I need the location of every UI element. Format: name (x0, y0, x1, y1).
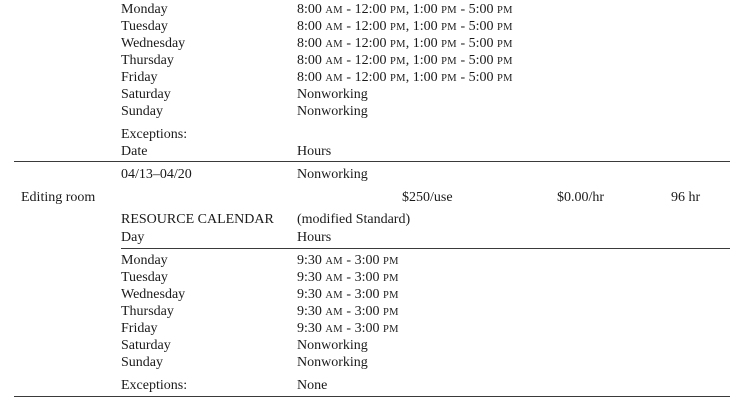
day-label: Friday (121, 321, 158, 336)
working-hours: 8:00 AM - 12:00 PM, 1:00 PM - 5:00 PM (297, 19, 513, 34)
working-hours: 9:30 AM - 3:00 PM (297, 287, 399, 302)
day-label: Saturday (121, 338, 171, 353)
cost-per-use: $250/use (402, 190, 453, 205)
exception-hours: Nonworking (297, 167, 368, 182)
working-hours: 9:30 AM - 3:00 PM (297, 270, 399, 285)
working-hours: 9:30 AM - 3:00 PM (297, 253, 399, 268)
exceptions-label: Exceptions: (121, 127, 188, 142)
exceptions-value: None (297, 378, 328, 393)
table-divider (121, 248, 730, 249)
working-hours: 8:00 AM - 12:00 PM, 1:00 PM - 5:00 PM (297, 2, 513, 17)
working-hours: Nonworking (297, 338, 368, 353)
hours-column-header: Hours (297, 144, 332, 159)
day-label: Tuesday (121, 19, 168, 34)
resource-name: Editing room (21, 190, 96, 205)
table-divider (14, 161, 730, 162)
hours-column-header: Hours (297, 230, 332, 245)
standard-rate: $0.00/hr (557, 190, 605, 205)
day-label: Tuesday (121, 270, 168, 285)
day-label: Thursday (121, 53, 174, 68)
day-column-header: Day (121, 230, 145, 245)
day-label: Monday (121, 2, 168, 17)
date-column-header: Date (121, 144, 148, 159)
exceptions-label: Exceptions: (121, 378, 188, 393)
exception-date: 04/13–04/20 (121, 167, 192, 182)
calendar-label: RESOURCE CALENDAR (121, 212, 274, 227)
day-label: Saturday (121, 87, 171, 102)
working-hours: Nonworking (297, 87, 368, 102)
working-hours: Nonworking (297, 104, 368, 119)
day-label: Sunday (121, 355, 163, 370)
day-label: Wednesday (121, 287, 186, 302)
working-hours: 8:00 AM - 12:00 PM, 1:00 PM - 5:00 PM (297, 36, 513, 51)
working-hours: Nonworking (297, 355, 368, 370)
day-label: Wednesday (121, 36, 186, 51)
day-label: Sunday (121, 104, 163, 119)
day-label: Thursday (121, 304, 174, 319)
working-hours: 9:30 AM - 3:00 PM (297, 304, 399, 319)
working-hours: 8:00 AM - 12:00 PM, 1:00 PM - 5:00 PM (297, 53, 513, 68)
working-hours: 8:00 AM - 12:00 PM, 1:00 PM - 5:00 PM (297, 70, 513, 85)
day-label: Monday (121, 253, 168, 268)
day-label: Friday (121, 70, 158, 85)
calendar-type: (modified Standard) (297, 212, 411, 227)
table-bottom-rule (14, 396, 730, 397)
working-hours: 9:30 AM - 3:00 PM (297, 321, 399, 336)
work-hours: 96 hr (671, 190, 701, 205)
